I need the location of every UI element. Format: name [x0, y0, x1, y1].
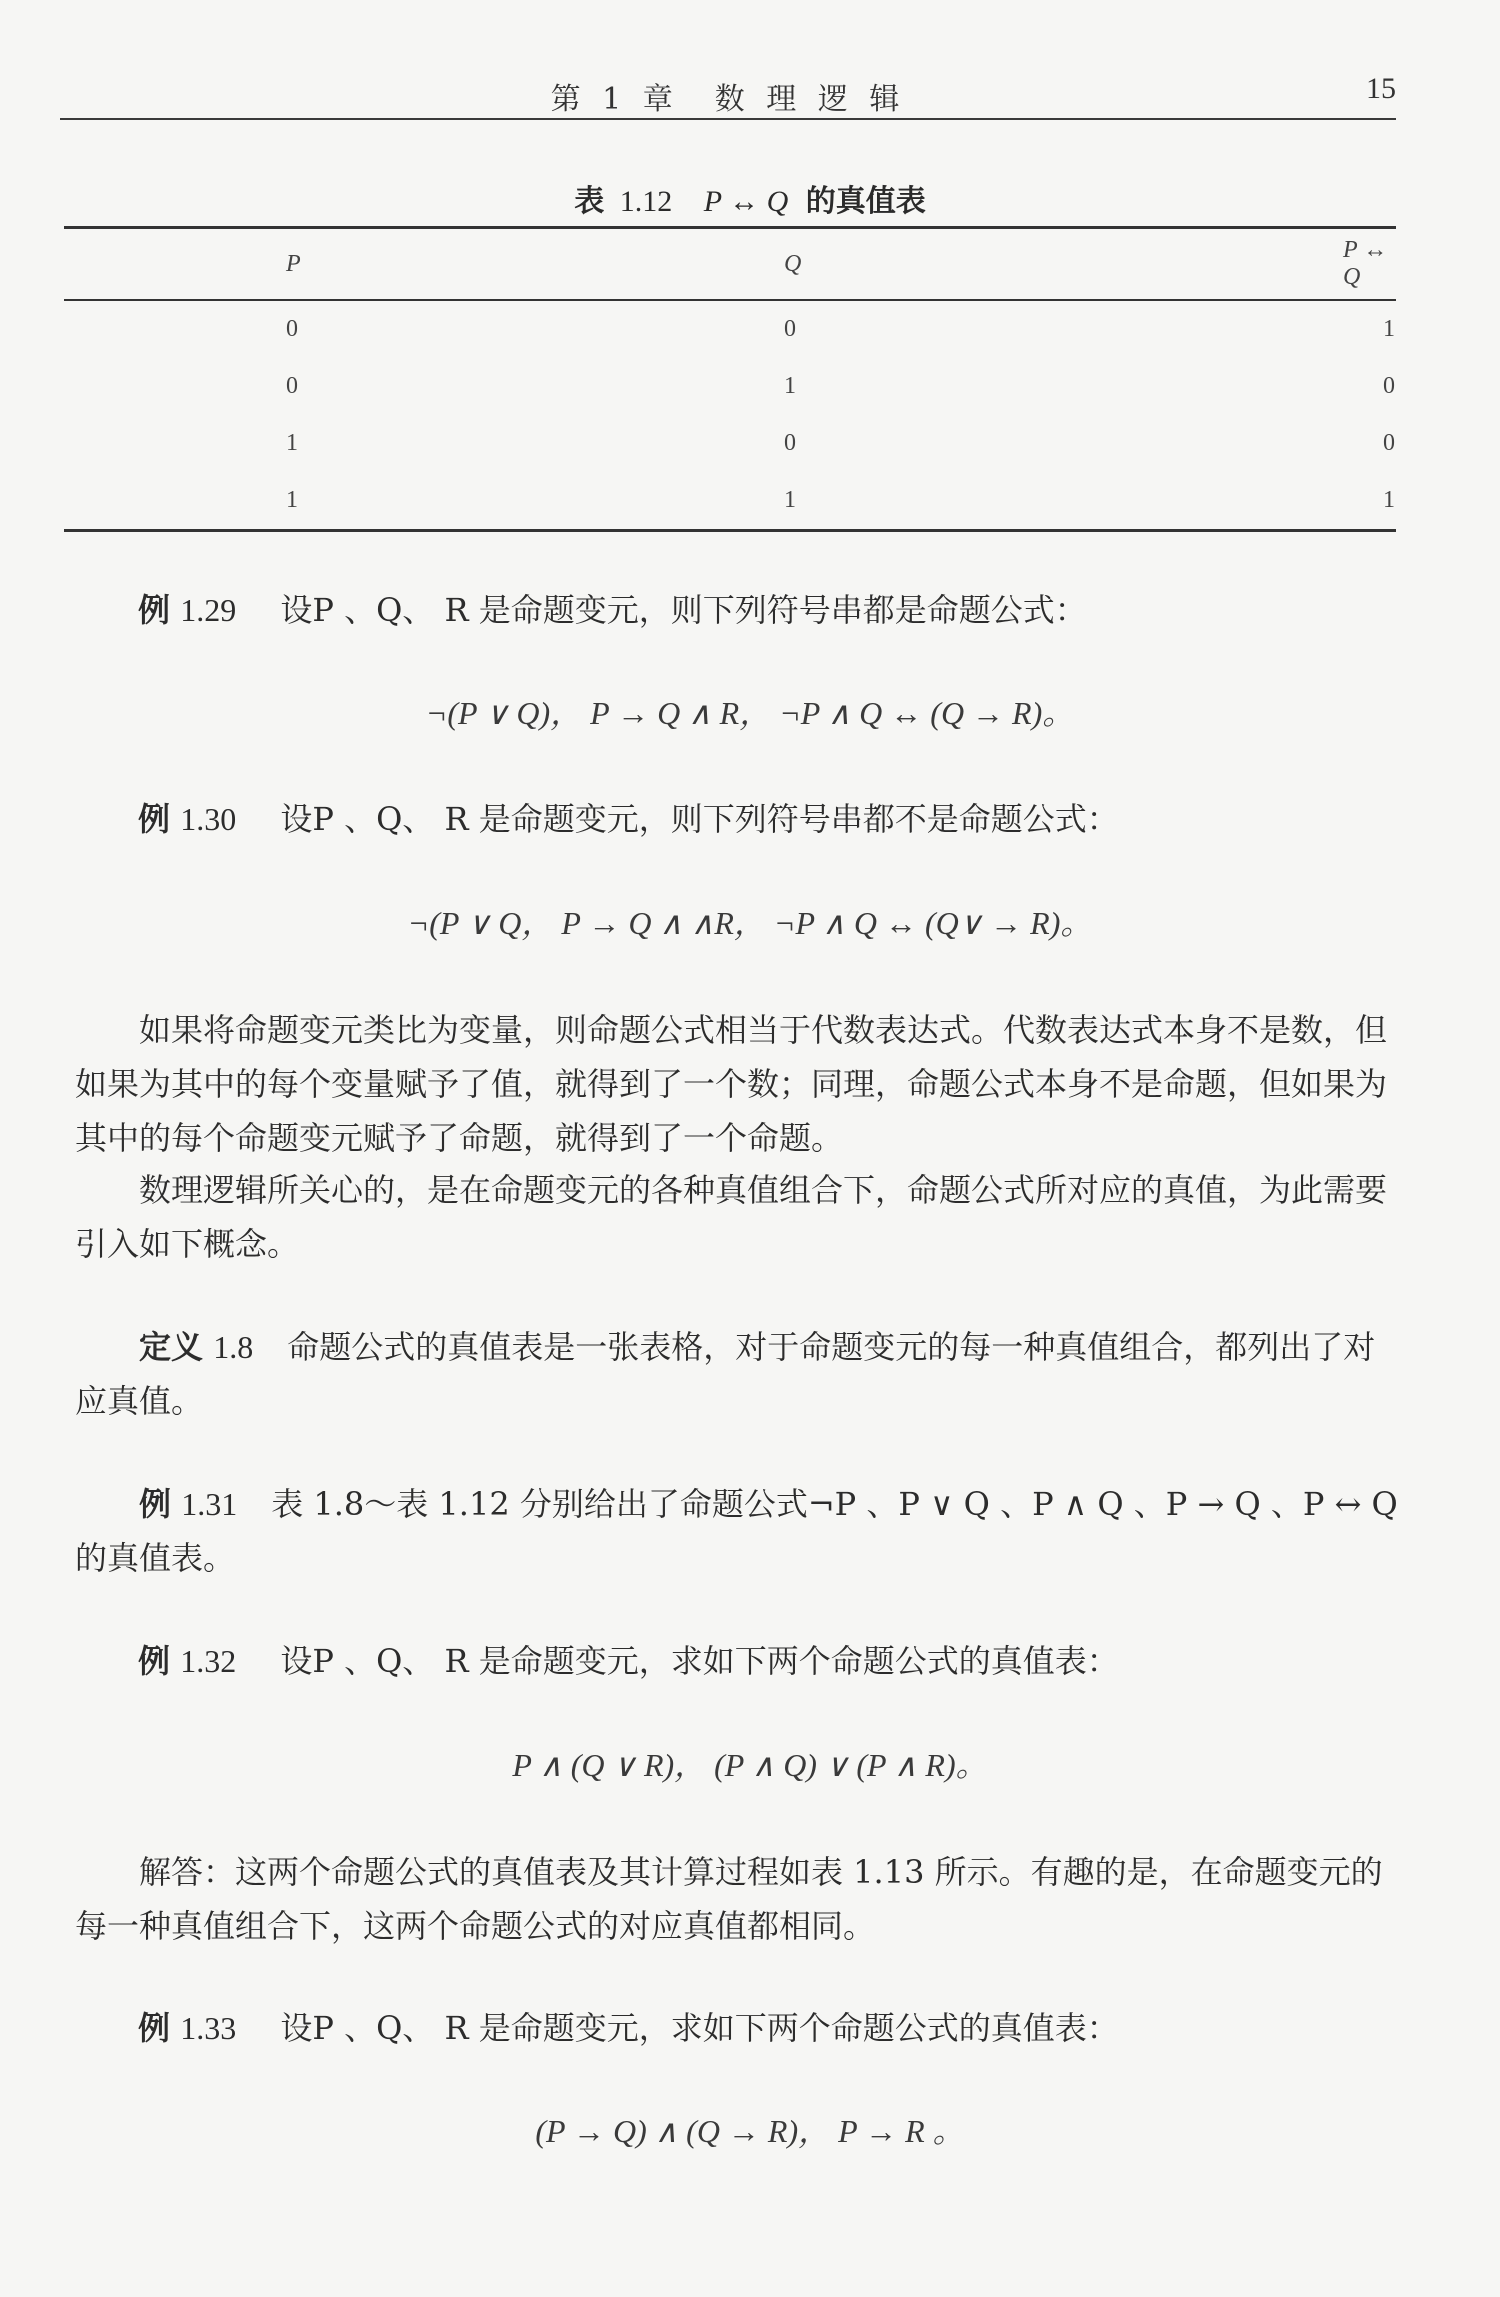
table-cell: 0 — [784, 316, 797, 342]
table-cell: 1 — [286, 430, 298, 456]
formula-1-29: ¬(P ∨ Q)， P → Q ∧ R， ¬P ∧ Q ↔ (Q → R)。 — [425, 695, 1075, 731]
table-cell: 1 — [286, 487, 298, 513]
example-number: 1.33 — [180, 2010, 237, 2046]
definition-1-8 — [75, 1320, 1405, 1428]
table-row — [64, 415, 1396, 472]
column-header: P — [286, 250, 301, 277]
example-text: 设P 、Q、 R 是命题变元，则下列符号串都不是命题公式： — [280, 800, 1119, 838]
example-1-30 — [138, 792, 1468, 846]
example-label: 例 — [139, 1485, 172, 1523]
formula-1-30: ¬(P ∨ Q， P → Q ∧ ∧R， ¬P ∧ Q ↔ (Q∨ → R)。 — [407, 905, 1093, 941]
example-1-33 — [138, 2001, 1468, 2055]
definition-number: 1.8 — [213, 1329, 254, 1365]
example-number: 1.29 — [180, 592, 237, 628]
table-cell: 1 — [1383, 487, 1395, 513]
running-header — [60, 62, 1396, 120]
caption-number: 1.12 — [619, 185, 673, 218]
example-number: 1.30 — [180, 801, 237, 837]
example-1-32 — [138, 1634, 1468, 1688]
caption-text: 的真值表 — [805, 184, 926, 219]
table-cell: 0 — [1383, 373, 1395, 399]
table-cell: 0 — [1383, 430, 1395, 456]
table-row — [64, 358, 1396, 415]
table-header-row — [64, 228, 1396, 301]
example-label: 例 — [138, 800, 171, 838]
formula-1-33: (P → Q) ∧ (Q → R)， P → R 。 — [535, 2113, 965, 2149]
table-cell: 0 — [286, 373, 298, 399]
caption-label: 表 — [574, 184, 605, 219]
example-text: 设P 、Q、 R 是命题变元，则下列符号串都是命题公式： — [280, 591, 1087, 629]
example-number: 1.31 — [181, 1486, 238, 1522]
page-number: 15 — [1366, 72, 1396, 105]
formula-1-32: P ∧ (Q ∨ R)， (P ∧ Q) ∨ (P ∧ R)。 — [512, 1747, 988, 1783]
truth-table — [64, 226, 1396, 532]
table-caption — [0, 176, 1500, 220]
answer-paragraph: 解答：这两个命题公式的真值表及其计算过程如表 1.13 所示。有趣的是，在命题变元的每一种真值组合下，这两个命题公式的对应真值都相同。 — [75, 1853, 1383, 1945]
chapter-title: 第 1 章 数 理 逻 辑 — [550, 82, 906, 117]
example-label: 例 — [138, 1642, 171, 1680]
example-label: 例 — [138, 591, 171, 629]
paragraph-analogy: 如果将命题变元类比为变量，则命题公式相当于代数表达式。代数表达式本身不是数，但如果为其中的每个变量赋予了值，就得到了一个数；同理，命题公式本身不是命题，但如果为其中的每个命题变元赋予了命题，就得到了一个命题。 — [75, 1011, 1388, 1157]
example-1-29 — [138, 583, 1468, 637]
definition-text: 命题公式的真值表是一张表格，对于命题变元的每一种真值组合，都列出了对应真值。 — [75, 1328, 1376, 1420]
table-row — [64, 472, 1396, 531]
table-row — [64, 300, 1396, 358]
table-cell: 1 — [1383, 316, 1395, 342]
caption-formula: P ↔ Q — [703, 185, 789, 218]
definition-label: 定义 — [139, 1328, 204, 1366]
example-text: 设P 、Q、 R 是命题变元，求如下两个命题公式的真值表： — [280, 1642, 1119, 1680]
example-text: 表 1.8～表 1.12 分别给出了命题公式¬P 、P ∨ Q 、P ∧ Q 、P → Q 、P ↔ Q 的真值表。 — [75, 1485, 1398, 1577]
column-header: Q — [784, 250, 802, 277]
table-cell: 0 — [286, 316, 298, 342]
column-header: P ↔ Q — [1343, 237, 1388, 290]
example-label: 例 — [138, 2009, 171, 2047]
table-cell: 0 — [784, 430, 797, 456]
example-number: 1.32 — [180, 1643, 237, 1679]
example-1-31 — [75, 1477, 1405, 1585]
table-cell: 1 — [784, 487, 797, 513]
paragraph-concern: 数理逻辑所关心的，是在命题变元的各种真值组合下，命题公式所对应的真值，为此需要引入如下概念。 — [75, 1171, 1388, 1263]
example-text: 设P 、Q、 R 是命题变元，求如下两个命题公式的真值表： — [280, 2009, 1119, 2047]
table-cell: 1 — [784, 373, 797, 399]
